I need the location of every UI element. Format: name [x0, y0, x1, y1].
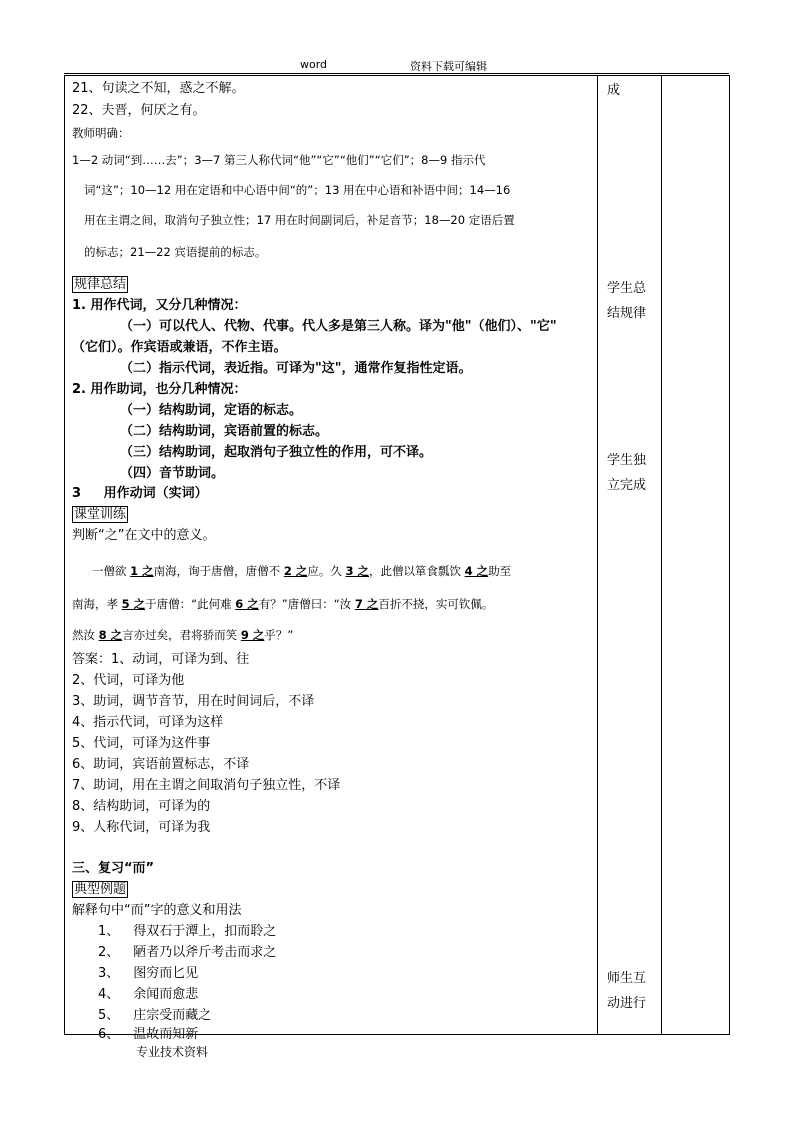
activity-4-line-1: 师生互 — [607, 971, 647, 986]
passage-text: 有？”唐僧曰：“汝 — [258, 597, 355, 611]
example-2 — [98, 944, 276, 962]
passage-text: 应。久 — [307, 564, 346, 578]
passage-text: 助至 — [488, 564, 512, 578]
passage-text: 言亦过矣，君将骄而笑 — [122, 628, 241, 642]
blank-7: 7 之 — [354, 597, 379, 611]
example-question: 解释句中“而”字的意义和用法 — [72, 903, 242, 918]
lesson-table — [64, 75, 730, 1042]
example-text: 庄宗受而藏之 — [133, 1008, 212, 1023]
activity-3 — [607, 448, 657, 498]
passage-text: 南海，孝 — [72, 597, 122, 611]
activity-2-line-2: 结规律 — [607, 306, 647, 321]
rule-summary-box: 规律总结 — [74, 277, 127, 292]
blank-2: 2 之 — [283, 564, 308, 578]
example-text: 余闻而愈悲 — [133, 987, 199, 1002]
example-number: 6、 — [98, 1027, 120, 1042]
column-divider-1 — [597, 76, 598, 1034]
teacher-line-3: 用在主谓之间，取消句子独立性；17 用在时间副词后，补足音节；18—20 定语后置 — [84, 213, 515, 227]
rule-1-a-cont: （它们）。作宾语或兼语，不作主语。 — [72, 340, 287, 355]
rule-2-d: （四）音节助词。 — [120, 466, 225, 481]
teacher-line-2: 词“这”；10—12 用在定语和中心语中间“的”；13 用在中心语和补语中间；14—16 — [84, 183, 511, 197]
activity-2 — [607, 276, 657, 326]
passage-text: 百折不挠，实可钦佩。 — [378, 597, 494, 611]
passage-text: 乎？” — [264, 628, 294, 642]
rule-3 — [72, 485, 208, 503]
rule-1-b: （二）指示代词，表近指。可译为"这"，通常作复指性定语。 — [120, 361, 472, 376]
activity-4 — [607, 966, 657, 1016]
example-text: 图穷而匕见 — [133, 966, 199, 981]
rule-2-b: （二）结构助词，宾语前置的标志。 — [120, 424, 329, 439]
answer-2: 2、代词，可译为他 — [72, 673, 185, 688]
example-number: 4、 — [98, 987, 120, 1002]
teacher-label: 教师明确： — [72, 126, 130, 140]
rule-2-a: （一）结构助词，定语的标志。 — [120, 403, 303, 418]
example-number: 3、 — [98, 966, 120, 981]
activity-3-line-1: 学生独 — [607, 453, 647, 468]
answer-9: 9、人称代词，可译为我 — [72, 820, 211, 835]
example-1 — [98, 923, 276, 941]
teacher-line-4: 的标志；21—22 宾语提前的标志。 — [84, 245, 267, 259]
answer-7: 7、助词，用在主谓之间取消句子独立性，不译 — [72, 778, 341, 793]
example-box: 典型例题 — [74, 882, 127, 897]
rule-1: 1. 用作代词，又分几种情况： — [72, 298, 247, 313]
blank-3: 3 之 — [345, 564, 370, 578]
passage-text: 南海，询于唐僧，唐僧不 — [153, 564, 284, 578]
page-footer: 专业技术资料 — [136, 1045, 209, 1059]
blank-6: 6 之 — [235, 597, 259, 611]
passage-line-1 — [92, 562, 511, 580]
page-header — [64, 56, 729, 74]
example-number: 1、 — [98, 924, 120, 939]
passage-line-3 — [72, 626, 293, 644]
example-text: 温故而知新 — [133, 1027, 199, 1042]
practice-box: 课堂训练 — [74, 507, 127, 522]
item-22: 22、夫晋，何厌之有。 — [72, 103, 206, 118]
blank-4: 4 之 — [464, 564, 489, 578]
answer-4: 4、指示代词，可译为这样 — [72, 715, 224, 730]
item-21: 21、句读之不知，惑之不解。 — [72, 81, 245, 96]
activity-1: 成 — [607, 83, 621, 98]
rule-3-text: 用作动词（实词） — [103, 486, 208, 501]
header-editable: 资料下载可编辑 — [410, 60, 487, 73]
activity-4-line-2: 动进行 — [607, 996, 647, 1011]
rule-3-number: 3 — [72, 486, 82, 501]
column-divider-2 — [661, 76, 662, 1034]
example-text: 陋者乃以斧斤考击而求之 — [133, 945, 277, 960]
example-text: 得双石于潭上，扣而聆之 — [133, 924, 277, 939]
answer-1: 答案：1、动词，可译为到、往 — [72, 652, 250, 667]
activity-3-line-2: 立完成 — [607, 478, 647, 493]
passage-text: 一僧欲 — [92, 564, 131, 578]
answer-6: 6、助词，宾语前置标志，不译 — [72, 757, 250, 772]
example-6 — [98, 1026, 198, 1044]
passage-text: 然汝 — [72, 628, 99, 642]
answer-5: 5、代词，可译为这件事 — [72, 736, 211, 751]
example-heading — [72, 881, 128, 899]
answer-3: 3、助词，调节音节，用在时间词后，不译 — [72, 694, 315, 709]
blank-9: 9 之 — [240, 628, 265, 642]
header-word: word — [300, 58, 328, 71]
practice-heading — [72, 506, 128, 524]
passage-text: ，此僧以箪食瓢饮 — [369, 564, 465, 578]
answer-8: 8、结构助词，可译为的 — [72, 799, 211, 814]
passage-line-2 — [72, 595, 493, 613]
rule-summary-heading — [72, 276, 128, 294]
teacher-line-1: 1—2 动词“到……去”；3—7 第三人称代词“他”“它”“他们”“它们”；8—9 指示代 — [72, 153, 486, 167]
example-4 — [98, 986, 198, 1004]
section-3-title: 三、复习“而” — [72, 861, 155, 876]
activity-2-line-1: 学生总 — [607, 281, 647, 296]
rule-1-a: （一）可以代人、代物、代事。代人多是第三人称。译为"他"（他们）、"它" — [120, 319, 557, 334]
blank-8: 8 之 — [98, 628, 123, 642]
blank-5: 5 之 — [121, 597, 146, 611]
rule-2: 2. 用作助词，也分几种情况： — [72, 382, 247, 397]
example-5 — [98, 1007, 211, 1025]
example-number: 5、 — [98, 1008, 120, 1023]
example-number: 2、 — [98, 945, 120, 960]
blank-1: 1 之 — [130, 564, 154, 578]
example-3 — [98, 965, 198, 983]
passage-text: 于唐僧：“此何难 — [145, 597, 236, 611]
rule-2-c: （三）结构助词，起取消句子独立性的作用，可不译。 — [120, 445, 433, 460]
practice-question: 判断“之”在文中的意义。 — [72, 528, 216, 543]
